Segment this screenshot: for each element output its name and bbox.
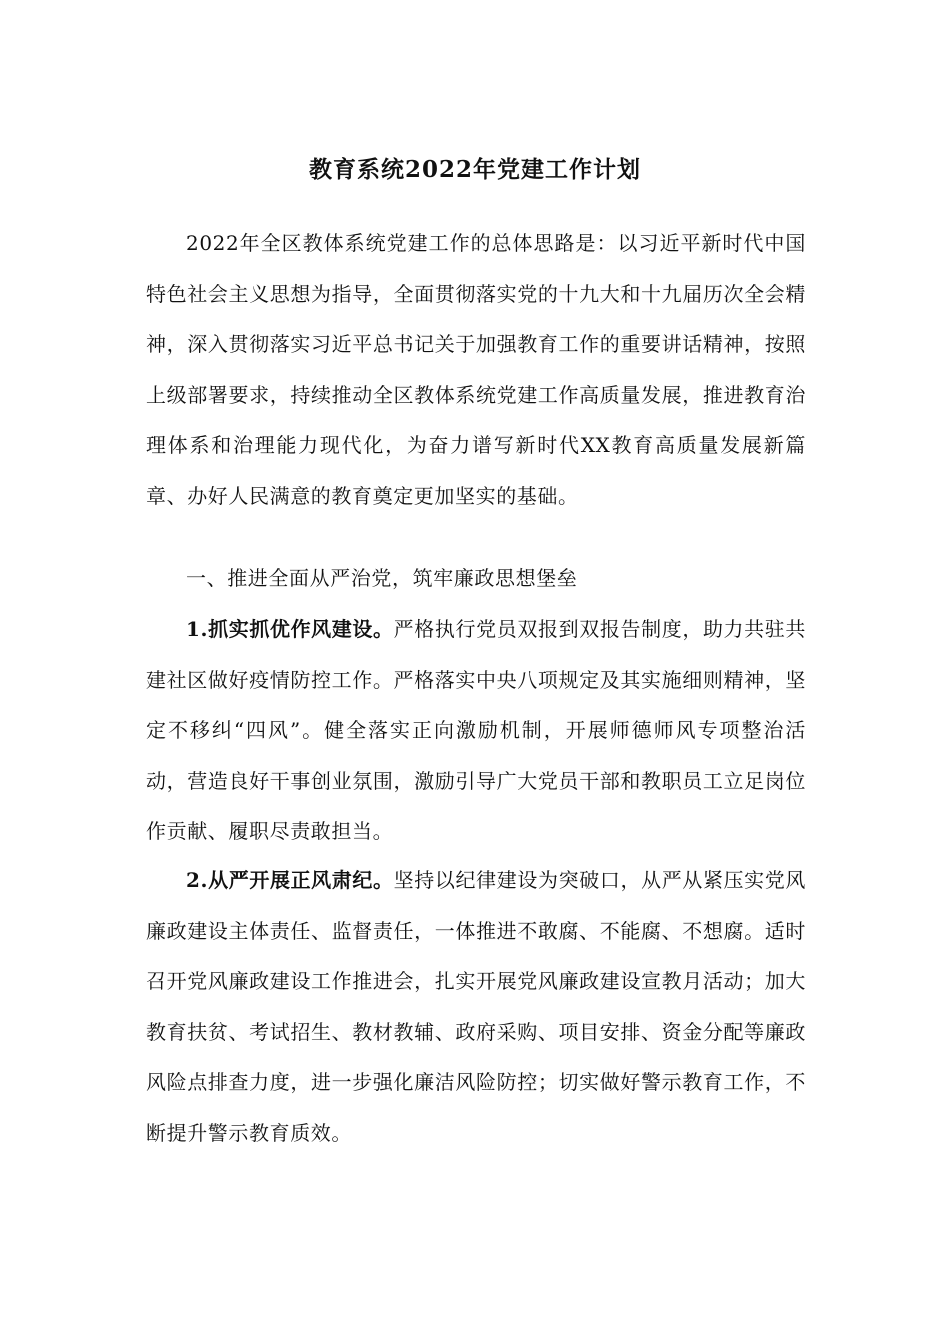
item1-text: 严格执行党员双报到双报告制度，助力共驻共建社区做好疫情防控工作。严格落实中央八项规定及其实施细则精神，坚定不移纠“四风”。健全落实正向激励机制，开展师德师风专项整治活动，营造良好干事创业氛围，激励引导广大党员干部和教职员工立足岗位作贡献、履职尽责敢担当。 [146, 617, 807, 843]
document-title: 教育系统2022年党建工作计划 [308, 156, 641, 183]
item1-block [146, 604, 806, 857]
intro-paragraph: 2022年全区教体系统党建工作的总体思路是：以习近平新时代中国特色社会主义思想为指导，全面贯彻落实党的十九大和十九届历次全会精神，深入贯彻落实习近平总书记关于加强教育工作的重要讲话精神，按照上级部署要求，持续推动全区教体系统党建工作高质量发展，推进教育治理体系和治理能力现代化，为奋力谱写新时代XX教育高质量发展新篇章、办好人民满意的教育奠定更加坚实的基础。 [146, 231, 806, 508]
section-block [146, 553, 806, 604]
section1-heading: 一、推进全面从严治党，筑牢廉政思想堡垒 [186, 566, 578, 590]
item2-paragraph [146, 855, 806, 1158]
item1-heading: 1.抓实抓优作风建设。 [186, 617, 394, 641]
item2-block [146, 855, 806, 1158]
item2-text: 坚持以纪律建设为突破口，从严从紧压实党风廉政建设主体责任、监督责任，一体推进不敢腐、不能腐、不想腐。适时召开党风廉政建设工作推进会，扎实开展党风廉政建设宣教月活动；加大教育扶贫、考试招生、教材教辅、政府采购、项目安排、资金分配等廉政风险点排查力度，进一步强化廉洁风险防控；切实做好警示教育工作，不断提升警示教育质效。 [146, 868, 807, 1145]
item1-paragraph [146, 604, 806, 857]
item2-heading: 2.从严开展正风肃纪。 [186, 868, 394, 892]
intro-block [146, 218, 806, 521]
